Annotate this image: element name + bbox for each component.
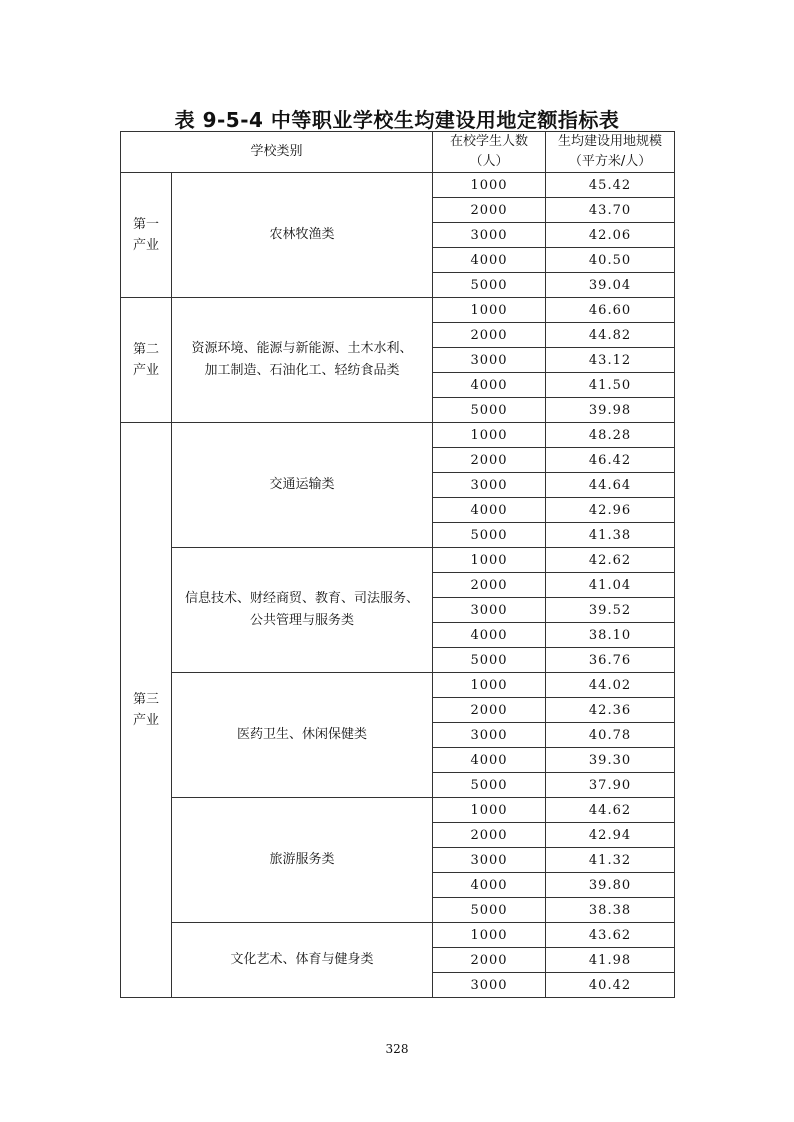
header-students-line2: （人） bbox=[469, 154, 509, 169]
area-cell: 45.42 bbox=[546, 173, 675, 198]
area-cell: 44.82 bbox=[546, 323, 675, 348]
students-cell: 2000 bbox=[433, 573, 546, 598]
category-cell: 旅游服务类 bbox=[172, 798, 433, 923]
area-cell: 43.70 bbox=[546, 198, 675, 223]
header-students-line1: 在校学生人数 bbox=[450, 134, 529, 149]
students-cell: 4000 bbox=[433, 873, 546, 898]
students-cell: 3000 bbox=[433, 598, 546, 623]
students-cell: 3000 bbox=[433, 348, 546, 373]
students-cell: 5000 bbox=[433, 648, 546, 673]
area-cell: 41.04 bbox=[546, 573, 675, 598]
students-cell: 5000 bbox=[433, 398, 546, 423]
area-cell: 44.64 bbox=[546, 473, 675, 498]
students-cell: 2000 bbox=[433, 698, 546, 723]
category-cell: 交通运输类 bbox=[172, 423, 433, 548]
area-cell: 41.50 bbox=[546, 373, 675, 398]
students-cell: 3000 bbox=[433, 973, 546, 998]
table-title: 表 9-5-4 中等职业学校生均建设用地定额指标表 bbox=[174, 108, 620, 132]
area-cell: 39.30 bbox=[546, 748, 675, 773]
students-cell: 1000 bbox=[433, 423, 546, 448]
area-cell: 38.38 bbox=[546, 898, 675, 923]
area-cell: 38.10 bbox=[546, 623, 675, 648]
students-cell: 2000 bbox=[433, 448, 546, 473]
students-cell: 1000 bbox=[433, 798, 546, 823]
category-cell: 医药卫生、休闲保健类 bbox=[172, 673, 433, 798]
sector-cell: 第一 产业 bbox=[121, 173, 172, 298]
students-cell: 1000 bbox=[433, 548, 546, 573]
header-area bbox=[546, 132, 675, 173]
students-cell: 3000 bbox=[433, 723, 546, 748]
sector-cell: 第二 产业 bbox=[121, 298, 172, 423]
students-cell: 1000 bbox=[433, 298, 546, 323]
area-cell: 40.50 bbox=[546, 248, 675, 273]
students-cell: 4000 bbox=[433, 623, 546, 648]
students-cell: 4000 bbox=[433, 373, 546, 398]
students-cell: 3000 bbox=[433, 848, 546, 873]
students-cell: 4000 bbox=[433, 748, 546, 773]
students-cell: 2000 bbox=[433, 948, 546, 973]
header-category: 学校类别 bbox=[121, 132, 433, 173]
header-area-line1: 生均建设用地规模 bbox=[558, 134, 663, 149]
students-cell: 4000 bbox=[433, 248, 546, 273]
area-cell: 39.52 bbox=[546, 598, 675, 623]
area-cell: 41.98 bbox=[546, 948, 675, 973]
quota-table bbox=[120, 131, 675, 998]
area-cell: 41.32 bbox=[546, 848, 675, 873]
students-cell: 5000 bbox=[433, 898, 546, 923]
table-row bbox=[121, 173, 675, 198]
area-cell: 43.62 bbox=[546, 923, 675, 948]
students-cell: 1000 bbox=[433, 173, 546, 198]
students-cell: 4000 bbox=[433, 498, 546, 523]
table-row bbox=[121, 673, 675, 698]
area-cell: 40.78 bbox=[546, 723, 675, 748]
students-cell: 1000 bbox=[433, 923, 546, 948]
area-cell: 39.80 bbox=[546, 873, 675, 898]
students-cell: 2000 bbox=[433, 198, 546, 223]
table-row bbox=[121, 798, 675, 823]
area-cell: 39.04 bbox=[546, 273, 675, 298]
area-cell: 43.12 bbox=[546, 348, 675, 373]
area-cell: 36.76 bbox=[546, 648, 675, 673]
area-cell: 48.28 bbox=[546, 423, 675, 448]
students-cell: 2000 bbox=[433, 323, 546, 348]
area-cell: 42.94 bbox=[546, 823, 675, 848]
table-row bbox=[121, 548, 675, 573]
students-cell: 5000 bbox=[433, 273, 546, 298]
area-cell: 40.42 bbox=[546, 973, 675, 998]
area-cell: 41.38 bbox=[546, 523, 675, 548]
category-cell: 农林牧渔类 bbox=[172, 173, 433, 298]
students-cell: 5000 bbox=[433, 773, 546, 798]
area-cell: 46.42 bbox=[546, 448, 675, 473]
students-cell: 1000 bbox=[433, 673, 546, 698]
area-cell: 42.06 bbox=[546, 223, 675, 248]
table-row bbox=[121, 423, 675, 448]
header-area-line2: （平方米/人） bbox=[568, 154, 652, 169]
students-cell: 5000 bbox=[433, 523, 546, 548]
area-cell: 42.36 bbox=[546, 698, 675, 723]
header-students bbox=[433, 132, 546, 173]
header-row bbox=[121, 132, 675, 173]
students-cell: 2000 bbox=[433, 823, 546, 848]
category-cell: 文化艺术、体育与健身类 bbox=[172, 923, 433, 998]
area-cell: 44.62 bbox=[546, 798, 675, 823]
area-cell: 39.98 bbox=[546, 398, 675, 423]
sector-cell: 第三 产业 bbox=[121, 423, 172, 998]
category-cell: 资源环境、能源与新能源、土木水利、 加工制造、石油化工、轻纺食品类 bbox=[172, 298, 433, 423]
category-cell: 信息技术、财经商贸、教育、司法服务、 公共管理与服务类 bbox=[172, 548, 433, 673]
page-number: 328 bbox=[385, 1042, 409, 1056]
area-cell: 37.90 bbox=[546, 773, 675, 798]
area-cell: 44.02 bbox=[546, 673, 675, 698]
students-cell: 3000 bbox=[433, 223, 546, 248]
students-cell: 3000 bbox=[433, 473, 546, 498]
area-cell: 42.96 bbox=[546, 498, 675, 523]
table-row bbox=[121, 298, 675, 323]
area-cell: 42.62 bbox=[546, 548, 675, 573]
table-row bbox=[121, 923, 675, 948]
area-cell: 46.60 bbox=[546, 298, 675, 323]
